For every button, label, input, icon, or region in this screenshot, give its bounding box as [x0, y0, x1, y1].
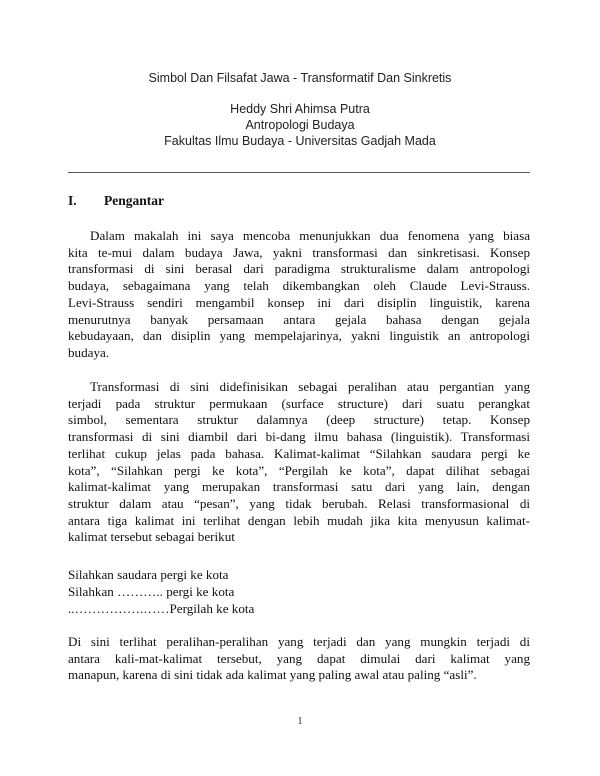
example-sentence: ..…………….……Pergilah ke kota	[68, 601, 255, 616]
paragraph-line: kota”, “Silahkan pergi ke kota”, “Pergilah ke kota”, dapat dilihat sebagai	[68, 462, 530, 478]
paragraph-line: antara kali-mat-kalimat tersebut, yang dapat dimulai dari kalimat yang	[68, 650, 530, 666]
paragraph-line: Levi-Strauss sendiri mengambil konsep ini dari disiplin linguistik, karena	[68, 294, 530, 310]
paragraph-line: terjadi pada struktur permukaan (surface structure) dari suatu perangkat	[68, 395, 530, 411]
document-title: Simbol Dan Filsafat Jawa - Transformatif Dan Sinkretis	[148, 71, 452, 85]
author-faculty: Fakultas Ilmu Budaya - Universitas Gadjah Mada	[164, 134, 436, 148]
paragraph-line: Transformasi di sini didefinisikan sebagai peralihan atau pergantian yang	[90, 379, 530, 394]
paragraph-line: transformasi di sini diambil dari bi-dang ilmu bahasa (linguistik). Transformasi	[68, 429, 530, 445]
paragraph-line: antara tiga kalimat ini terlihat dengan lebih mudah jika kita menyusun kalimat-	[68, 512, 530, 528]
author-name: Heddy Shri Ahimsa Putra	[230, 102, 370, 116]
paragraph-line: budaya, sebagaimana yang telah dikembangkan oleh Claude Levi-Strauss.	[68, 278, 530, 294]
header-divider	[68, 172, 530, 173]
author-department: Antropologi Budaya	[245, 118, 355, 132]
paragraph-transformasi	[68, 379, 530, 546]
example-sentence: Silahkan saudara pergi ke kota	[68, 567, 229, 582]
paragraph-line: kalimat-kalimat yang merupakan transformasi satu dari yang lain, dengan	[68, 479, 530, 495]
paragraph-line: simbol, sementara struktur dalamnya (deep structure) tetap. Konsep	[68, 412, 530, 428]
paragraph-line: terlihat cukup jelas pada bahasa. Kalimat-kalimat “Silahkan saudara pergi ke	[68, 445, 530, 461]
paragraph-intro	[68, 228, 530, 362]
paragraph-line: budaya.	[68, 344, 110, 360]
paragraph-line: Dalam makalah ini saya mencoba menunjukkan dua fenomena yang biasa	[90, 228, 530, 243]
paragraph-line: transformasi di sini berasal dari paradigma strukturalisme dalam antropologi	[68, 261, 530, 277]
example-sentence: Silahkan ……….. pergi ke kota	[68, 584, 235, 599]
paragraph-line: kita te-mui dalam budaya Jawa, yakni transformasi dan sinkretisasi. Konsep	[68, 244, 530, 260]
section-number: I.	[68, 193, 77, 208]
paragraph-conclusion	[68, 634, 530, 684]
paragraph-line: struktur dalam atau “pesan”, yang tidak berubah. Relasi transformasional di	[68, 495, 530, 511]
page-number: 1	[297, 716, 303, 727]
paragraph-line: kalimat tersebut sebagai berikut	[68, 529, 235, 545]
paragraph-line: kebudayaan, dan disiplin yang mempelajarinya, yakni linguistik an antropologi	[68, 328, 530, 344]
paragraph-line: menurutnya banyak persamaan antara gejala bahasa dengan gejala	[68, 311, 530, 327]
paragraph-line: manapun, karena di sini tidak ada kalimat yang paling awal atau paling “asli”.	[68, 667, 477, 683]
paragraph-line: Di sini terlihat peralihan-peralihan yang terjadi dan yang mungkin terjadi di	[68, 634, 530, 649]
section-title: Pengantar	[104, 193, 164, 208]
